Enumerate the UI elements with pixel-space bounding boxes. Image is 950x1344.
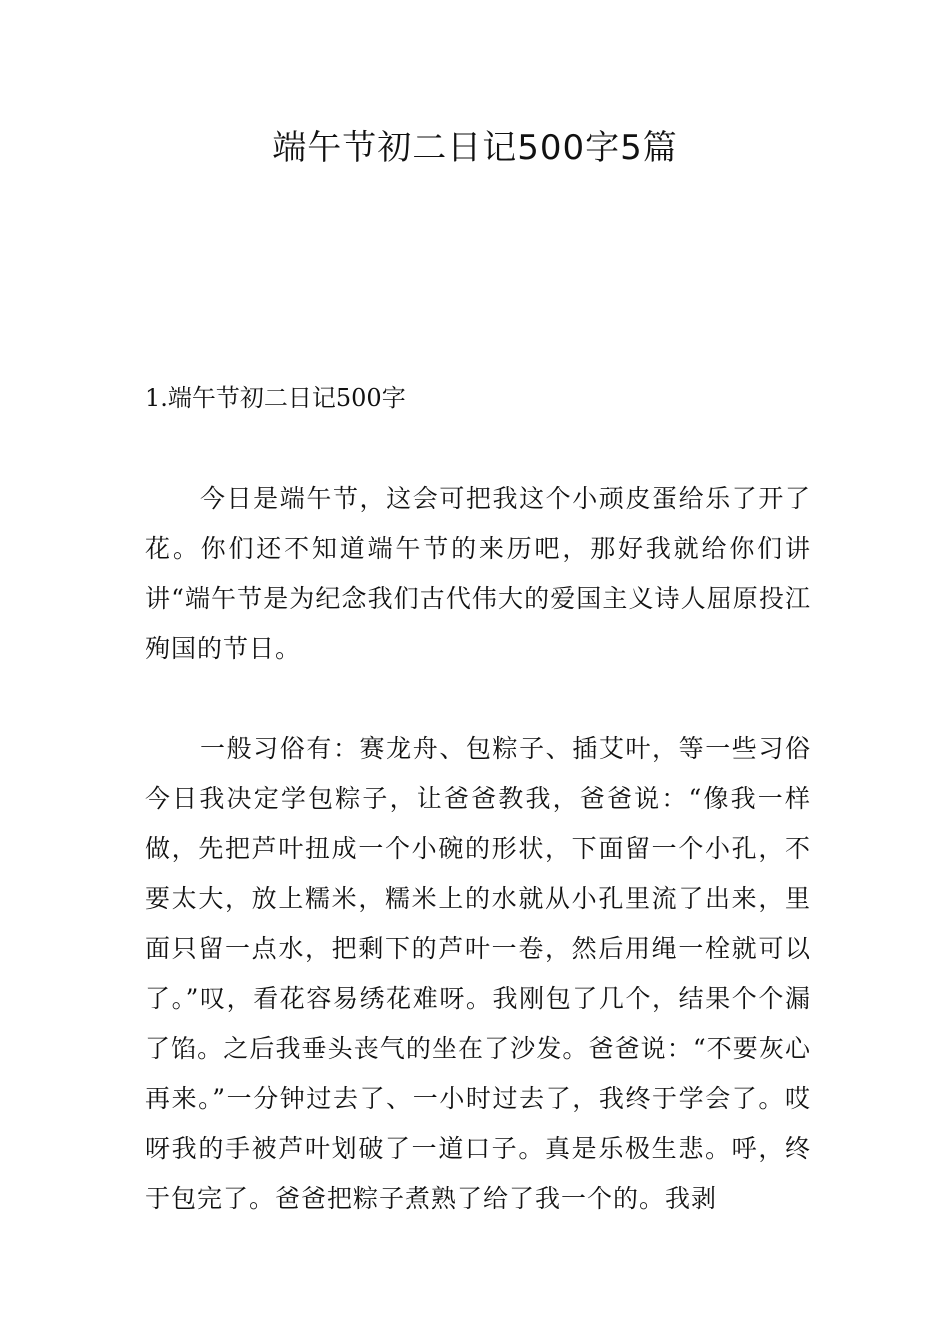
section-heading: 1.端午节初二日记500字 xyxy=(145,384,406,412)
paragraph: 一般习俗有：赛龙舟、包粽子、插艾叶，等一些习俗今日我决定学包粽子，让爸爸教我，爸爸说：“像我一样做，先把芦叶扭成一个小碗的形状，下面留一个小孔，不要太大，放上糯米，糯米上的水就从小孔里流了出来，里面只留一点水，把剩下的芦叶一卷，然后用绳一栓就可以了。”叹，看花容易绣花难呀。我刚包了几个，结果个个漏了馅。之后我垂头丧气的坐在了沙发。爸爸说：“不要灰心再来。”一分钟过去了、一小时过去了，我终于学会了。哎呀我的手被芦叶划破了一道口子。真是乐极生悲。呼，终于包完了。爸爸把粽子煮熟了给了我一个的。我剥 xyxy=(145,734,811,1213)
document-title: 端午节初二日记500字5篇 xyxy=(272,128,678,168)
paragraph: 今日是端午节，这会可把我这个小顽皮蛋给乐了开了花。你们还不知道端午节的来历吧，那好我就给你们讲讲“端午节是为纪念我们古代伟大的爱国主义诗人屈原投江殉国的节日。 xyxy=(145,484,811,663)
